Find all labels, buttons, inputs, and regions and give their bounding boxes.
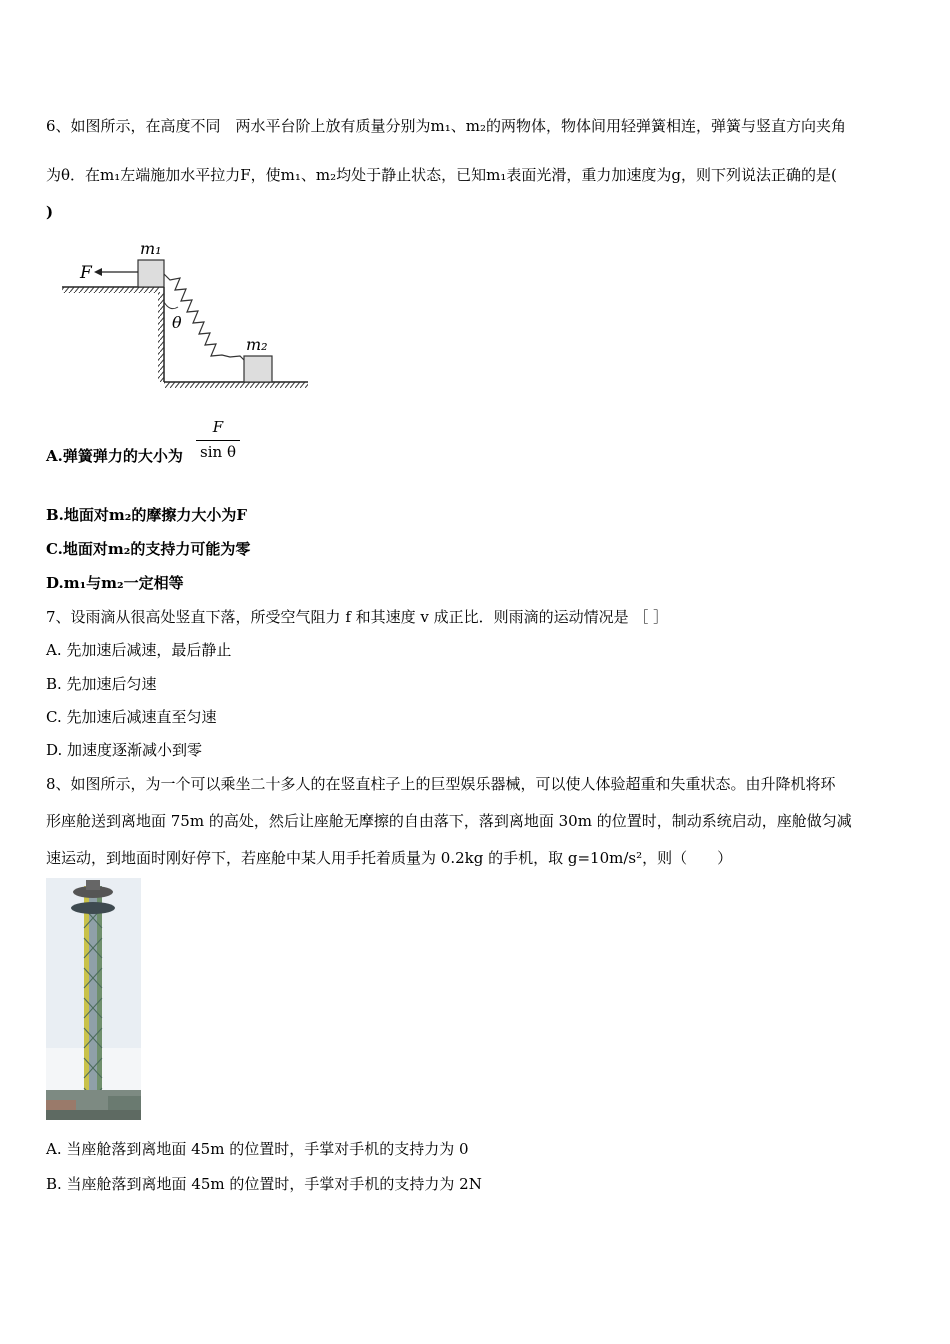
- m1-block: [138, 260, 164, 287]
- q7-option-d: D. 加速度逐渐减小到零: [46, 741, 203, 759]
- label-F: F: [80, 263, 92, 283]
- label-theta: θ: [172, 313, 182, 332]
- fraction-denominator: sin θ: [200, 443, 236, 461]
- label-m1: m₁: [140, 239, 162, 258]
- q6-stem-line1: 6、如图所示，在高度不同 两水平台阶上放有质量分别为m₁、m₂的两物体，物体间用轻弹簧相连，弹簧与竖直方向夹角: [46, 117, 847, 135]
- q6-option-d: D.m₁与m₂一定相等: [46, 574, 184, 592]
- q7-stem: 7、设雨滴从很高处竖直下落，所受空气阻力 f 和其速度 v 成正比．则雨滴的运动情况是 ［ ］: [46, 608, 669, 626]
- q6-option-a: A.弹簧弹力的大小为: [46, 447, 183, 465]
- q8-stem-line3: 速运动，到地面时刚好停下，若座舱中某人用手托着质量为 0.2kg 的手机，取 g=10m/s²，则（ ）: [46, 849, 733, 867]
- q6-option-a-fraction: [196, 418, 240, 461]
- q7-option-b: B. 先加速后匀速: [46, 675, 157, 693]
- q8-stem-line2: 形座舱送到离地面 75m 的高处，然后让座舱无摩擦的自由落下，落到离地面 30m 的位置时，制动系统启动，座舱做匀减: [46, 812, 852, 830]
- q8-stem-line1: 8、如图所示，为一个可以乘坐二十多人的在竖直柱子上的巨型娱乐器械，可以使人体验超重和失重状态。由升降机将环: [46, 775, 836, 793]
- q8-option-a: A. 当座舱落到离地面 45m 的位置时，手掌对手机的支持力为 0: [46, 1140, 469, 1158]
- q6-option-c: C.地面对m₂的支持力可能为零: [46, 540, 251, 558]
- q7-option-a: A. 先加速后减速，最后静止: [46, 641, 232, 659]
- m2-block: [244, 356, 272, 382]
- fraction-numerator: F: [212, 418, 224, 436]
- q6-stem-line3: ): [46, 203, 54, 221]
- q7-option-c: C. 先加速后减速直至匀速: [46, 708, 217, 726]
- q6-stem-line2: 为θ．在m₁左端施加水平拉力F，使m₁、m₂均处于静止状态，已知m₁表面光滑，重力加速度为g，则下列说法正确的是(: [46, 166, 837, 184]
- label-m2: m₂: [246, 335, 268, 354]
- q8-option-b: B. 当座舱落到离地面 45m 的位置时，手掌对手机的支持力为 2N: [46, 1175, 482, 1193]
- fraction-bar: [196, 440, 240, 441]
- q6-option-b: B.地面对m₂的摩擦力大小为F: [46, 506, 247, 524]
- q8-drop-tower-photo: [46, 878, 141, 1120]
- q6-spring-figure: [60, 232, 322, 398]
